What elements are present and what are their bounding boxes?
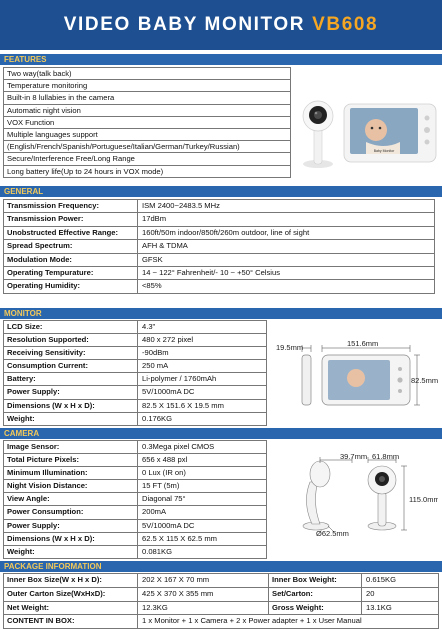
table-row [3, 334, 267, 347]
spec-label: Set/Carton: [269, 588, 362, 601]
table-row [3, 200, 435, 213]
table-row [3, 467, 267, 480]
spec-label: Receiving Sensitivity: [4, 347, 138, 359]
spec-label: Consumption Current: [4, 360, 138, 372]
table-row [3, 602, 439, 616]
spec-label: Power Supply: [4, 386, 138, 398]
spec-value: <85% [142, 281, 162, 291]
spec-label: Transmission Frequency: [4, 200, 138, 212]
table-row [3, 254, 435, 267]
spec-value: 0.176KG [142, 413, 172, 423]
spec-label: Weight: [4, 546, 138, 558]
spec-value: 4.3" [142, 322, 156, 331]
spec-label: Inner Box Size(W x H x D): [4, 574, 138, 587]
monitor-table [3, 320, 267, 426]
spec-label: Power Consumption: [4, 506, 138, 518]
spec-label: View Angle: [4, 493, 138, 505]
table-row [3, 267, 435, 280]
table-row [3, 506, 267, 519]
spec-value: 12.3KG [138, 602, 269, 615]
spec-label: Spread Spectrum: [4, 240, 138, 252]
spec-value: 480 x 272 pixel [142, 335, 194, 345]
feature-item: Temperature monitoring [3, 80, 291, 92]
camera-dimension-drawing [272, 452, 438, 564]
screen-brand: Baby Monitor [373, 149, 395, 153]
spec-label: Minimum Illumination: [4, 467, 138, 479]
spec-value: 5V/1000mA DC [142, 520, 195, 530]
spec-label: Dimensions (W x H x D): [4, 533, 138, 545]
table-row [3, 240, 435, 253]
spec-value: GFSK [142, 254, 163, 264]
spec-label: Operating Tempurature: [4, 267, 138, 279]
spec-value: 0 Lux (IR on) [142, 468, 186, 478]
spec-label: Modulation Mode: [4, 254, 138, 266]
table-row [3, 360, 267, 373]
spec-label: Power Supply: [4, 520, 138, 532]
spec-label: Dimensions (W x H x D): [4, 400, 138, 412]
features-table [3, 67, 291, 178]
table-row [3, 213, 435, 226]
feature-item: Multiple languages support [3, 129, 291, 141]
spec-value: Diagonal 75° [142, 494, 186, 504]
spec-value: 17dBm [142, 214, 167, 224]
table-row [3, 400, 267, 413]
table-row [3, 615, 439, 629]
spec-value: AFH & TDMA [142, 241, 188, 251]
spec-label: Operating Humidity: [4, 280, 138, 292]
page-header [0, 0, 442, 50]
table-row [3, 588, 439, 602]
camera-base-label: Ø62.5mm [316, 529, 349, 538]
feature-item: Secure/Interference Free/Long Range [3, 153, 291, 165]
spec-value: 0.081KG [142, 546, 172, 556]
spec-value: -90dBm [142, 348, 169, 358]
spec-label: Resolution Supported: [4, 334, 138, 346]
spec-label: Net Weight: [4, 602, 138, 615]
spec-value: 1 x Monitor + 1 x Camera + 2 x Power adapter + 1 x User Manual [142, 616, 362, 626]
spec-label: Weight: [4, 413, 138, 425]
spec-label: Transmission Power: [4, 213, 138, 225]
page-title: VIDEO BABY MONITOR [63, 14, 306, 35]
spec-value: 20 [366, 588, 375, 598]
camera-height-label: 115.0mm [409, 495, 438, 504]
spec-value: 14 ~ 122° Fahrenheit/- 10 ~ +50° Celsius [142, 267, 280, 277]
spec-label: Night Vision Distance: [4, 480, 138, 492]
general-table [3, 199, 435, 294]
monitor-depth-label: 19.5mm [276, 343, 304, 352]
feature-item: Automatic night vision [3, 105, 291, 117]
monitor-width-label: 151.6mm [347, 339, 379, 348]
table-row [3, 520, 267, 533]
table-row [3, 386, 267, 399]
package-section-header: PACKAGE INFORMATION [0, 561, 442, 572]
spec-value: 0.615KG [366, 575, 396, 584]
feature-item: (English/French/Spanish/Portuguese/Italian/German/Turkey/Russian) [3, 141, 291, 153]
spec-label: LCD Size: [4, 321, 138, 333]
feature-item: Two way(talk back) [3, 68, 291, 80]
camera-table [3, 440, 267, 559]
spec-label: Total Picture Pixels: [4, 454, 138, 466]
table-row [3, 493, 267, 506]
feature-item: Built-in 8 lullabies in the camera [3, 92, 291, 104]
monitor-section-header: MONITOR [0, 308, 442, 319]
product-photo [296, 86, 438, 176]
spec-value: 200mA [142, 507, 167, 517]
spec-value: 62.5 X 115 X 62.5 mm [142, 533, 217, 543]
product-illustration [296, 86, 438, 176]
spec-value: 5V/1000mA DC [142, 387, 195, 397]
spec-value: 13.1KG [366, 602, 392, 612]
package-table [3, 573, 439, 629]
camera-section-header: CAMERA [0, 428, 442, 439]
model-number: VB608 [312, 14, 379, 35]
spec-label: Gross Weight: [269, 602, 362, 615]
feature-item: VOX Function [3, 117, 291, 129]
monitor-height-label: 82.5mm [411, 376, 438, 385]
spec-value: 202 X 167 X 70 mm [138, 574, 269, 587]
table-row [3, 347, 267, 360]
feature-item: Long battery life(Up to 24 hours in VOX mode) [3, 166, 291, 178]
spec-label: Outer Carton Size(WxHxD): [4, 588, 138, 601]
spec-value: 160ft/50m indoor/850ft/260m outdoor, line of sight [142, 227, 310, 237]
table-row [3, 227, 435, 240]
spec-label: Inner Box Weight: [269, 574, 362, 587]
table-row [3, 546, 267, 559]
spec-value: 250 mA [142, 361, 169, 371]
spec-value: 656 x 488 pxl [142, 455, 188, 465]
table-row [3, 321, 267, 334]
table-row [3, 413, 267, 426]
table-row [3, 574, 439, 588]
spec-value: 425 X 370 X 355 mm [138, 588, 269, 601]
spec-label: CONTENT IN BOX: [4, 615, 138, 628]
table-row [3, 441, 267, 454]
general-section-header: GENERAL [0, 186, 442, 197]
table-row [3, 533, 267, 546]
spec-value: 0.3Mega pixel CMOS [142, 442, 215, 451]
spec-label: Battery: [4, 373, 138, 385]
spec-value: Li-polymer / 1760mAh [142, 374, 217, 384]
camera-depth-label: 39.7mm [340, 452, 368, 461]
spec-label: Image Sensor: [4, 441, 138, 453]
spec-value: 82.5 X 151.6 X 19.5 mm [142, 400, 224, 410]
camera-width-label: 61.8mm [372, 452, 400, 461]
features-section-header: FEATURES [0, 54, 442, 65]
monitor-dimension-drawing [272, 333, 438, 419]
spec-value: ISM 2400~2483.5 MHz [142, 201, 220, 210]
spec-value: 15 FT (5m) [142, 481, 180, 491]
table-row [3, 480, 267, 493]
table-row [3, 280, 435, 293]
table-row [3, 373, 267, 386]
spec-label: Unobstructed Effective Range: [4, 227, 138, 239]
table-row [3, 454, 267, 467]
